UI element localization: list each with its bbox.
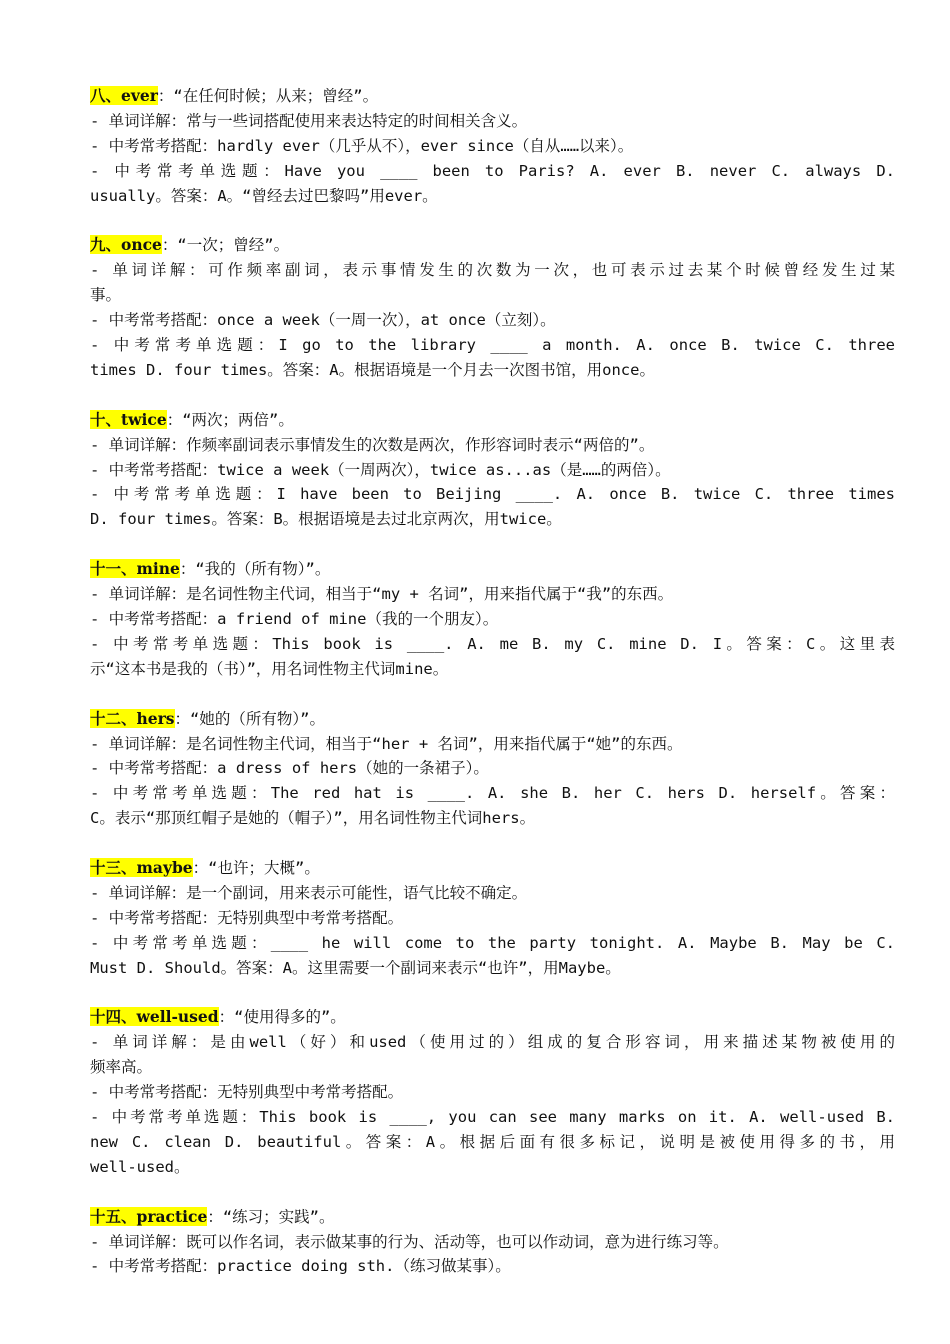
entry-heading bbox=[90, 1205, 895, 1230]
highlighted-keyword: 十、twice bbox=[90, 409, 167, 429]
exam-question-line: C。表示“那顶红帽子是她的（帽子）”，用名词性物主代词hers。 bbox=[90, 809, 536, 828]
exam-question-line: - 中考常考单选题：I have been to Beijing ____. A. once B. twice C. three times bbox=[90, 485, 895, 504]
entry-heading bbox=[90, 1005, 895, 1030]
common-collocation: - 中考常考搭配：a friend of mine（我的一个朋友）。 bbox=[90, 609, 499, 628]
vocab-entry-twice bbox=[90, 408, 895, 533]
keyword-meaning: ：“我的（所有物）”。 bbox=[179, 560, 331, 579]
word-detail: - 单词详解：常与一些词搭配使用来表达特定的时间相关含义。 bbox=[90, 111, 528, 130]
entry-heading bbox=[90, 84, 895, 109]
keyword-meaning: ：“使用得多的”。 bbox=[218, 1008, 346, 1027]
keyword-meaning: ：“一次；曾经”。 bbox=[161, 236, 290, 255]
exam-question-line: Must D. Should。答案：A。这里需要一个副词来表示“也许”，用Maybe。 bbox=[90, 958, 621, 977]
common-collocation: - 中考常考搭配：practice doing sth.（练习做某事）。 bbox=[90, 1257, 511, 1276]
word-detail: - 单词详解：是一个副词，用来表示可能性，语气比较不确定。 bbox=[90, 883, 528, 902]
vocab-entry-practice bbox=[90, 1205, 895, 1280]
highlighted-keyword: 九、once bbox=[90, 235, 162, 255]
common-collocation: - 中考常考搭配：无特别典型中考常考搭配。 bbox=[90, 908, 404, 927]
document-page bbox=[90, 84, 895, 1279]
common-collocation: - 中考常考搭配：a dress of hers（她的一条裙子）。 bbox=[90, 759, 489, 778]
word-detail: - 单词详解：是名词性物主代词，相当于“my + 名词”，用来指代属于“我”的东西。 bbox=[90, 585, 674, 604]
vocab-entry-once bbox=[90, 233, 895, 382]
highlighted-keyword: 十五、practice bbox=[90, 1206, 208, 1226]
vocab-entry-mine bbox=[90, 557, 895, 682]
exam-question-line: - 中考常考单选题：The red hat is ____. A. she B. her C. hers D. herself。答案： bbox=[90, 784, 895, 803]
exam-question-line: - 中考常考单选题：I go to the library ____ a month. A. once B. twice C. three bbox=[90, 336, 895, 355]
entry-heading bbox=[90, 408, 895, 433]
keyword-meaning: ：“练习；实践”。 bbox=[207, 1207, 335, 1226]
word-detail: - 单词详解：作频率副词表示事情发生的次数是两次，作形容词时表示“两倍的”。 bbox=[90, 435, 655, 454]
highlighted-keyword: 十二、hers bbox=[90, 708, 175, 728]
entry-heading bbox=[90, 856, 895, 881]
exam-question-line: new C. clean D. beautiful。答案：A。根据后面有很多标记，说明是被使用得多的书，用 bbox=[90, 1132, 895, 1151]
word-detail: - 单词详解：是名词性物主代词，相当于“her + 名词”，用来指代属于“她”的东西。 bbox=[90, 734, 683, 753]
entry-heading bbox=[90, 707, 895, 732]
word-detail: 频率高。 bbox=[90, 1058, 153, 1077]
exam-question-line: times D. four times。答案：A。根据语境是一个月去一次图书馆，用once。 bbox=[90, 360, 655, 379]
keyword-meaning: ：“也许；大概”。 bbox=[192, 859, 320, 878]
word-detail: - 单词详解：是由well（好）和used（使用过的）组成的复合形容词，用来描述某物被使用的 bbox=[90, 1033, 895, 1052]
common-collocation: - 中考常考搭配：hardly ever（几乎从不），ever since（自从……以来）。 bbox=[90, 136, 634, 155]
vocab-entry-ever bbox=[90, 84, 895, 209]
keyword-meaning: ：“两次；两倍”。 bbox=[166, 410, 294, 429]
common-collocation: - 中考常考搭配：无特别典型中考常考搭配。 bbox=[90, 1083, 404, 1102]
exam-question-line: 示“这本书是我的（书）”，用名词性物主代词mine。 bbox=[90, 659, 449, 678]
exam-question-line: - 中考常考单选题：____ he will come to the party tonight. A. Maybe B. May be C. bbox=[90, 933, 895, 952]
exam-question-line: - 中考常考单选题：This book is ____. A. me B. my C. mine D. I。答案：C。这里表 bbox=[90, 634, 895, 653]
entry-heading bbox=[90, 557, 895, 582]
exam-question-line: - 中考常考单选题：Have you ____ been to Paris? A. ever B. never C. always D. bbox=[90, 161, 895, 180]
common-collocation: - 中考常考搭配：once a week（一周一次），at once（立刻）。 bbox=[90, 311, 556, 330]
keyword-meaning: ：“她的（所有物）”。 bbox=[174, 709, 325, 728]
vocab-entry-hers bbox=[90, 707, 895, 832]
exam-question-line: usually。答案：A。“曾经去过巴黎吗”用ever。 bbox=[90, 186, 438, 205]
exam-question-line: well-used。 bbox=[90, 1157, 190, 1176]
highlighted-keyword: 八、ever bbox=[90, 86, 158, 105]
highlighted-keyword: 十四、well-used bbox=[90, 1007, 219, 1027]
common-collocation: - 中考常考搭配：twice a week（一周两次），twice as...as（是……的两倍）。 bbox=[90, 460, 671, 479]
highlighted-keyword: 十三、maybe bbox=[90, 858, 193, 878]
keyword-meaning: ：“在任何时候；从来；曾经”。 bbox=[157, 87, 379, 105]
word-detail: - 单词详解：既可以作名词，表示做某事的行为、活动等，也可以作动词，意为进行练习等。 bbox=[90, 1232, 729, 1251]
vocab-entry-well-used bbox=[90, 1005, 895, 1179]
entry-heading bbox=[90, 233, 895, 258]
exam-question-line: D. four times。答案：B。根据语境是去过北京两次，用twice。 bbox=[90, 510, 562, 529]
vocab-entry-maybe bbox=[90, 856, 895, 981]
exam-question-line: - 中考常考单选题：This book is ____, you can see many marks on it. A. well-used B. bbox=[90, 1108, 895, 1127]
highlighted-keyword: 十一、mine bbox=[90, 559, 180, 579]
word-detail: - 单词详解：可作频率副词，表示事情发生的次数为一次，也可表示过去某个时候曾经发生过某 bbox=[90, 261, 895, 280]
word-detail: 事。 bbox=[90, 286, 122, 305]
